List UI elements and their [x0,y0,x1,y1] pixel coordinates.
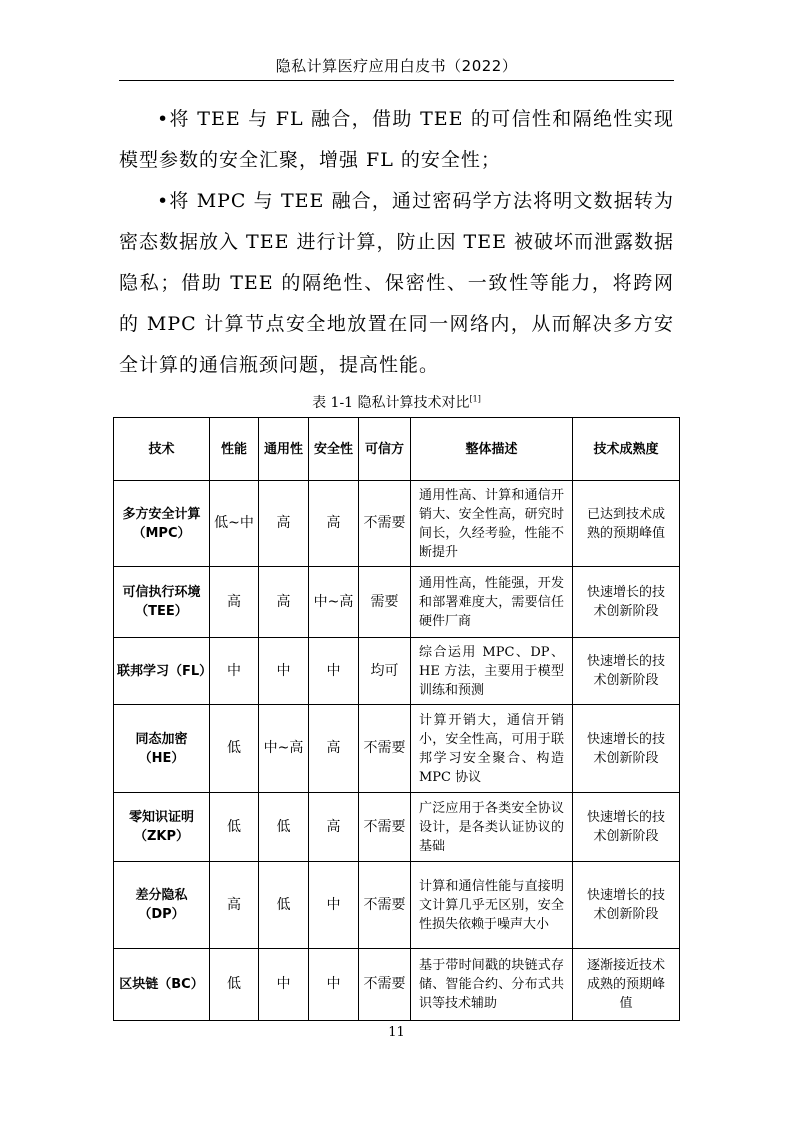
cell-description: 通用性高，性能强，开发和部署难度大，需要信任硬件厂商 [411,567,573,638]
header-generality: 通用性 [259,418,309,481]
cell-maturity: 快速增长的技术创新阶段 [573,705,680,793]
table-header-row [114,418,680,481]
cell-security: 高 [309,481,359,567]
header-divider [119,80,674,81]
page-number: 11 [388,1025,405,1040]
header-tech: 技术 [114,418,210,481]
cell-description: 通用性高、计算和通信开销大、安全性高，研究时间长，久经考验，性能不断提升 [411,481,573,567]
cell-trusted-party: 需要 [359,567,411,638]
cell-performance: 低 [210,793,259,862]
cell-generality: 中~高 [259,705,309,793]
cell-maturity: 已达到技术成熟的预期峰值 [573,481,680,567]
cell-description: 综合运用 MPC、DP、HE 方法，主要用于模型训练和预测 [411,638,573,705]
cell-tech: 同态加密（HE） [114,705,210,793]
cell-maturity: 快速增长的技术创新阶段 [573,638,680,705]
cell-performance: 高 [210,862,259,949]
cell-performance: 中 [210,638,259,705]
cell-generality: 低 [259,862,309,949]
cell-maturity: 快速增长的技术创新阶段 [573,567,680,638]
cell-generality: 高 [259,481,309,567]
cell-tech: 联邦学习（FL） [114,638,210,705]
cell-tech: 可信执行环境（TEE） [114,567,210,638]
table-row [114,862,680,949]
cell-security: 中~高 [309,567,359,638]
cell-trusted-party: 不需要 [359,481,411,567]
cell-performance: 低~中 [210,481,259,567]
cell-security: 中 [309,862,359,949]
header-description: 整体描述 [411,418,573,481]
header-maturity: 技术成熟度 [573,418,680,481]
table-row [114,793,680,862]
body-text [119,99,674,386]
header-performance: 性能 [210,418,259,481]
cell-tech: 差分隐私（DP） [114,862,210,949]
table-caption-text: 表 1-1 隐私计算技术对比 [312,395,470,411]
cell-maturity: 快速增长的技术创新阶段 [573,862,680,949]
page-header-title: 隐私计算医疗应用白皮书（2022） [275,57,518,75]
header-trusted-party: 可信方 [359,418,411,481]
cell-description: 计算开销大，通信开销小，安全性高，可用于联邦学习安全聚合、构造 MPC 协议 [411,705,573,793]
table-row [114,705,680,793]
header-security: 安全性 [309,418,359,481]
cell-trusted-party: 不需要 [359,862,411,949]
cell-tech: 多方安全计算（MPC） [114,481,210,567]
cell-trusted-party: 不需要 [359,793,411,862]
cell-generality: 中 [259,949,309,1021]
cell-performance: 高 [210,567,259,638]
cell-description: 计算和通信性能与直接明文计算几乎无区别，安全性损失依赖于噪声大小 [411,862,573,949]
paragraph-mpc-tee: •将 MPC 与 TEE 融合，通过密码学方法将明文数据转为密态数据放入 TEE 进行计算，防止因 TEE 被破坏而泄露数据隐私；借助 TEE 的隔绝性、保密性、一致性等能力，将跨网的 MPC 计算节点安全地放置在同一网络内，从而解决多方安全计算的通信瓶颈问题，提高性能。 [119,190,674,376]
cell-generality: 高 [259,567,309,638]
paragraph-tee-fl: •将 TEE 与 FL 融合，借助 TEE 的可信性和隔绝性实现模型参数的安全汇聚，增强 FL 的安全性； [119,108,674,171]
table-row [114,949,680,1021]
table-caption-ref: [1] [469,394,481,404]
cell-security: 高 [309,705,359,793]
table-row [114,638,680,705]
cell-maturity: 快速增长的技术创新阶段 [573,793,680,862]
table-row [114,481,680,567]
cell-maturity: 逐渐接近技术成熟的预期峰值 [573,949,680,1021]
cell-security: 中 [309,638,359,705]
cell-security: 高 [309,793,359,862]
cell-trusted-party: 均可 [359,638,411,705]
tech-comparison-table [113,417,680,1021]
cell-description: 基于带时间戳的块链式存储、智能合约、分布式共识等技术辅助 [411,949,573,1021]
cell-description: 广泛应用于各类安全协议设计，是各类认证协议的基础 [411,793,573,862]
cell-generality: 中 [259,638,309,705]
table-caption [0,392,793,412]
cell-trusted-party: 不需要 [359,949,411,1021]
cell-tech: 区块链（BC） [114,949,210,1021]
cell-generality: 低 [259,793,309,862]
cell-performance: 低 [210,949,259,1021]
table-row [114,567,680,638]
cell-performance: 低 [210,705,259,793]
cell-trusted-party: 不需要 [359,705,411,793]
cell-tech: 零知识证明（ZKP） [114,793,210,862]
cell-security: 中 [309,949,359,1021]
